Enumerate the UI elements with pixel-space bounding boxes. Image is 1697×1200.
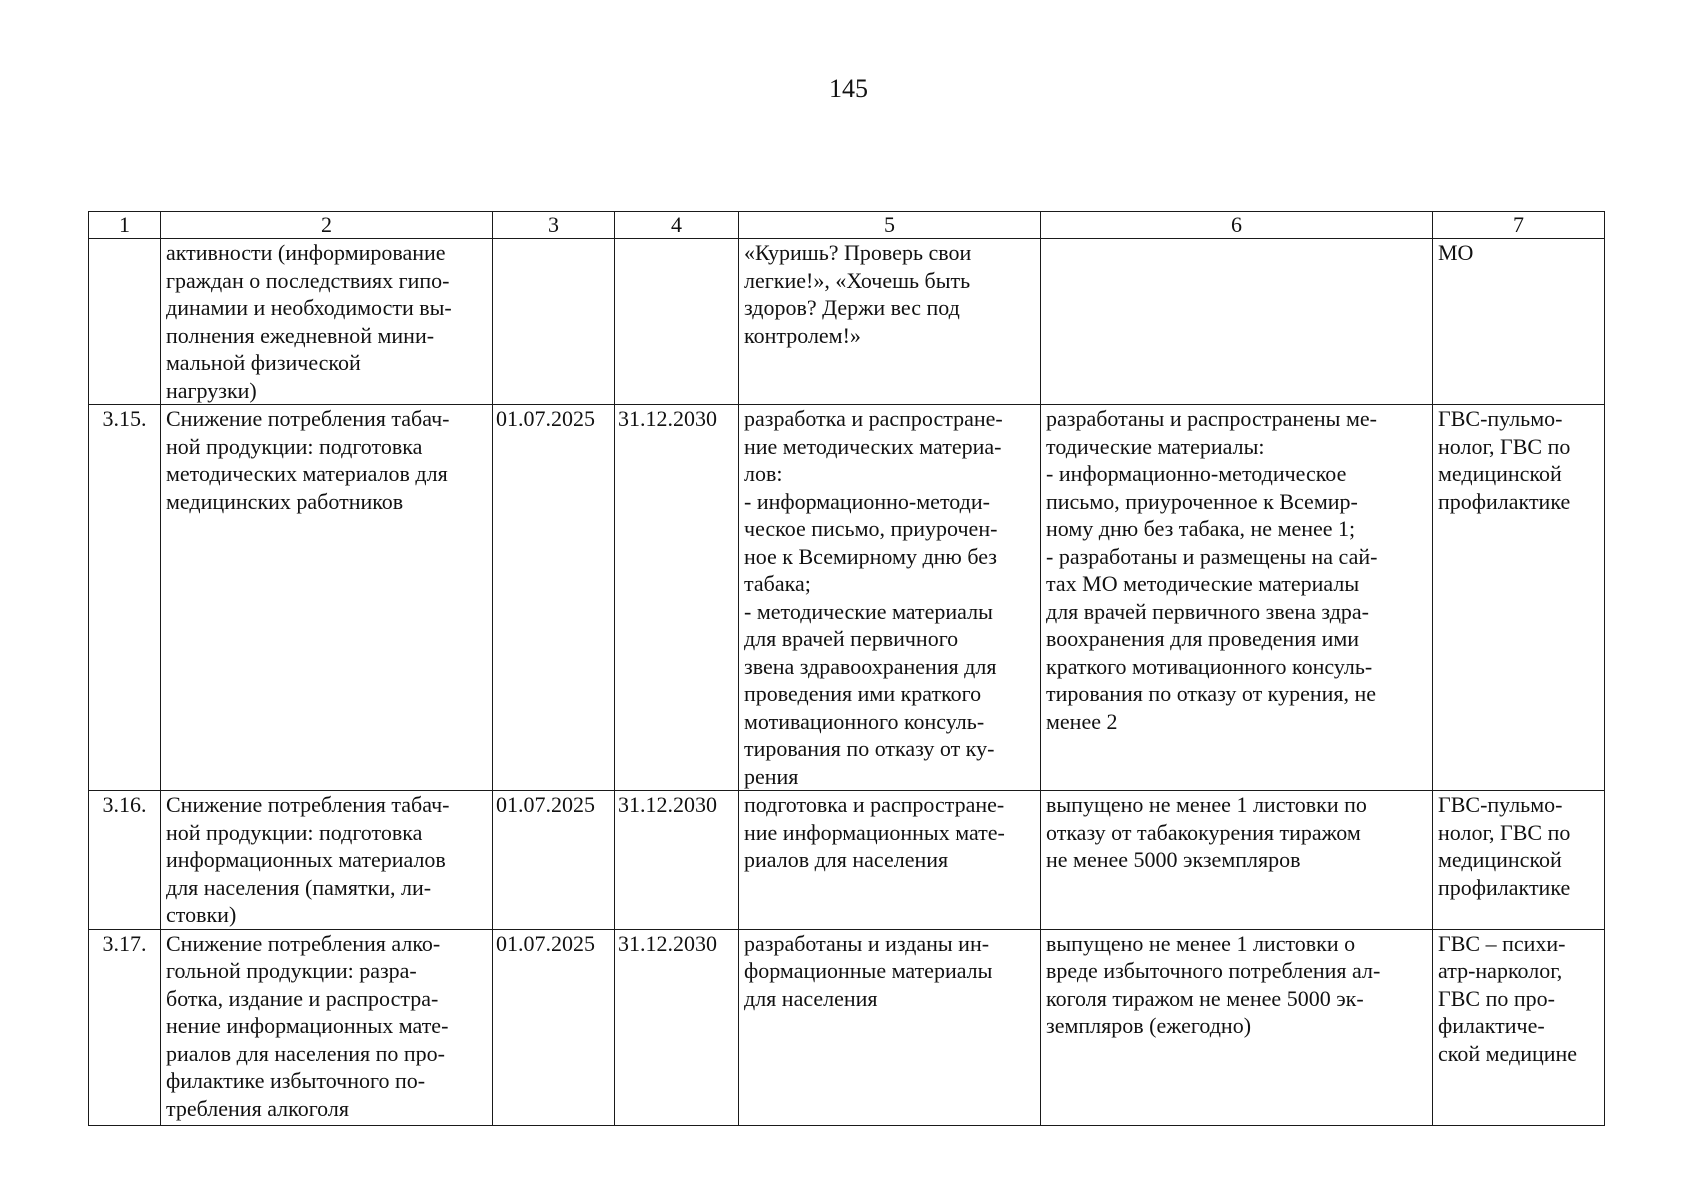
end-date-cell: 31.12.2030 xyxy=(615,929,739,1125)
header-col-2: 2 xyxy=(161,212,493,239)
table-row xyxy=(89,239,1605,405)
row-number: 3.17. xyxy=(89,929,161,1125)
table-row xyxy=(89,791,1605,930)
row-number: 3.16. xyxy=(89,791,161,930)
activity-cell: Снижение потребления табач- ной продукции: подготовка информационных материалов для населения (памятки, ли- стовки) xyxy=(161,791,493,930)
plan-table xyxy=(88,211,1605,1126)
description-cell: «Куришь? Проверь свои легкие!», «Хочешь быть здоров? Держи вес под контролем!» xyxy=(739,239,1041,405)
result-cell: выпущено не менее 1 листовки о вреде избыточного потребления ал- коголя тиражом не менее 5000 эк- земпляров (ежегодно) xyxy=(1041,929,1433,1125)
description-cell: подготовка и распростране- ние информационных мате- риалов для населения xyxy=(739,791,1041,930)
header-col-7: 7 xyxy=(1433,212,1605,239)
activity-cell: Снижение потребления табач- ной продукции: подготовка методических материалов для медицинских работников xyxy=(161,405,493,791)
start-date-cell: 01.07.2025 xyxy=(493,929,615,1125)
start-date-cell: 01.07.2025 xyxy=(493,791,615,930)
activity-cell: Снижение потребления алко- гольной продукции: разра- ботка, издание и распростра- нение информационных мате- риалов для населения по про- филактике избыточного по- требления алкоголя xyxy=(161,929,493,1125)
header-row xyxy=(89,212,1605,239)
header-col-6: 6 xyxy=(1041,212,1433,239)
result-cell xyxy=(1041,239,1433,405)
end-date-cell: 31.12.2030 xyxy=(615,791,739,930)
description-cell: разработка и распростране- ние методических материа- лов: - информационно-методи- ческое письмо, приурочен- ное к Всемирному дню без табака; - методические материалы для врачей первичного звена здравоохранения для проведения ими краткого мотивационного консуль- тирования по отказу от ку- рения xyxy=(739,405,1041,791)
start-date-cell: 01.07.2025 xyxy=(493,405,615,791)
description-cell: разработаны и изданы ин- формационные материалы для населения xyxy=(739,929,1041,1125)
responsible-cell: ГВС-пульмо- нолог, ГВС по медицинской профилактике xyxy=(1433,405,1605,791)
result-cell: разработаны и распространены ме- тодические материалы: - информационно-методическое письмо, приуроченное к Всемир- ному дню без табака, не менее 1; - разработаны и размещены на сай- тах МО методические материалы для врачей первичного звена здра- воохранения для проведения ими краткого мотивационного консуль- тирования по отказу от курения, не менее 2 xyxy=(1041,405,1433,791)
page-number: 145 xyxy=(829,74,868,103)
responsible-cell: ГВС-пульмо- нолог, ГВС по медицинской профилактике xyxy=(1433,791,1605,930)
activity-cell: активности (информирование граждан о последствиях гипо- динамии и необходимости вы- полнения ежедневной мини- мальной физической нагрузки) xyxy=(161,239,493,405)
header-col-5: 5 xyxy=(739,212,1041,239)
table-row xyxy=(89,929,1605,1125)
header-col-3: 3 xyxy=(493,212,615,239)
result-cell: выпущено не менее 1 листовки по отказу от табакокурения тиражом не менее 5000 экземпляров xyxy=(1041,791,1433,930)
start-date-cell xyxy=(493,239,615,405)
table-row xyxy=(89,405,1605,791)
row-number xyxy=(89,239,161,405)
row-number: 3.15. xyxy=(89,405,161,791)
header-col-1: 1 xyxy=(89,212,161,239)
end-date-cell xyxy=(615,239,739,405)
responsible-cell: ГВС – психи- атр-нарколог, ГВС по про- филактиче- ской медицине xyxy=(1433,929,1605,1125)
responsible-cell: МО xyxy=(1433,239,1605,405)
header-col-4: 4 xyxy=(615,212,739,239)
end-date-cell: 31.12.2030 xyxy=(615,405,739,791)
